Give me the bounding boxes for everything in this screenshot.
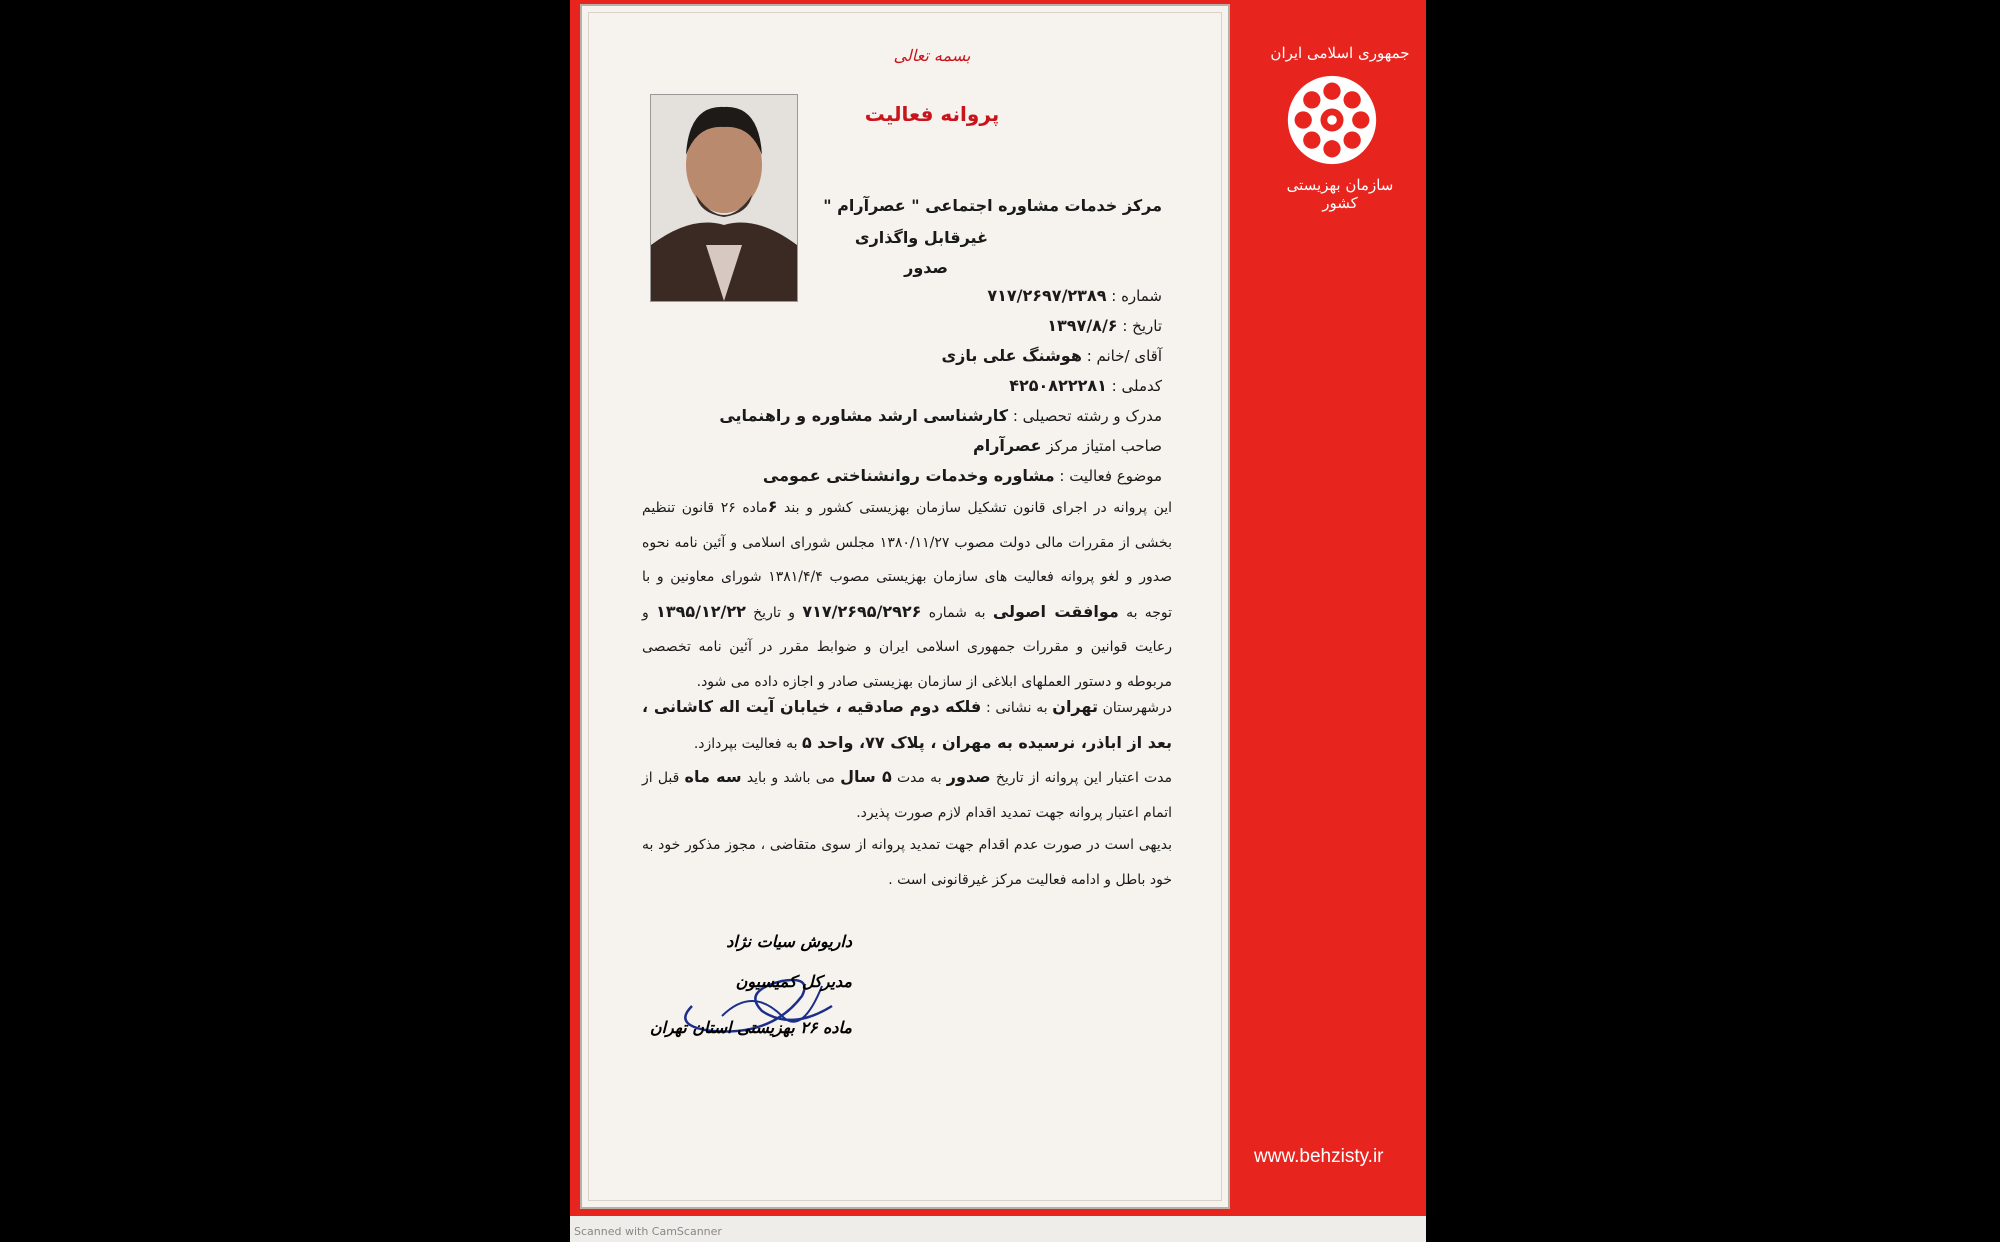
address-paragraph xyxy=(642,690,1172,761)
p3-text-g: قبل از اتمام اعتبار پروانه جهت تمدید اقدام لازم صورت پذیرد. xyxy=(642,770,1172,821)
number-row xyxy=(987,286,1162,305)
brand-top-text: جمهوری اسلامی ایران xyxy=(1270,44,1410,62)
p1-approval-number: ۷۱۷/۲۶۹۵/۲۹۲۶ xyxy=(802,601,922,621)
center-name: مرکز خدمات مشاوره اجتماعی " عصرآرام " xyxy=(823,196,1162,215)
signature-block xyxy=(649,926,912,1056)
owner-value: عصرآرام xyxy=(973,436,1042,455)
national-id-row xyxy=(1009,376,1162,395)
number-value: ۷۱۷/۲۶۹۷/۲۳۸۹ xyxy=(987,286,1107,305)
p2-text-a: درشهرستان xyxy=(1102,700,1173,716)
national-id-value: ۴۲۵۰۸۲۲۲۸۱ xyxy=(1009,376,1107,395)
degree-label: مدرک و رشته تحصیلی : xyxy=(1012,407,1162,425)
non-transferable: غیرقابل واگذاری xyxy=(854,228,988,247)
behzisti-logo-icon xyxy=(1284,72,1380,168)
owner-label: صاحب امتیاز مرکز xyxy=(1046,437,1162,455)
p3-text-a: مدت اعتبار این پروانه از تاریخ xyxy=(995,770,1173,786)
person-photo-icon xyxy=(651,95,797,301)
date-value: ۱۳۹۷/۸/۶ xyxy=(1047,316,1118,335)
activity-label: موضوع فعالیت : xyxy=(1059,467,1162,485)
activity-row xyxy=(763,466,1162,485)
invocation: بسمه تعالی xyxy=(893,46,971,65)
p1-text-c: ماده ۲۶ قانون تنظیم بخشی از مقررات مالی دولت مصوب ۱۳۸۰/۱۱/۲۷ مجلس شورای اسلامی و آئین نامه نحوه صدور و لغو پروانه فعالیت های سازمان بهزیستی مصوب ۱۳۸۱/۴/۴ شورای معاونین و با توجه به xyxy=(642,500,1173,621)
signer-title: مدیرکل کمیسیون xyxy=(735,972,852,991)
holder-photo xyxy=(650,94,798,302)
p1-text-a: این پروانه در اجرای قانون تشکیل سازمان بهزیستی کشور و بند xyxy=(784,500,1173,516)
signer-name: داریوش سیات نژاد xyxy=(726,932,852,951)
degree-value: کارشناسی ارشد مشاوره و راهنمایی xyxy=(719,406,1009,425)
renewal-period: سه ماه xyxy=(684,767,742,786)
p1-principle-approval: موافقت اصولی xyxy=(992,601,1119,621)
p1-text-g: و تاریخ xyxy=(753,604,796,621)
person-row xyxy=(941,346,1162,365)
brand-bottom-text: سازمان بهزیستی کشور xyxy=(1286,176,1394,212)
number-label: شماره : xyxy=(1111,287,1162,305)
p1-approval-date: ۱۳۹۵/۱۲/۲۲ xyxy=(656,601,746,621)
national-id-label: کدملی : xyxy=(1111,377,1162,395)
validity-duration: ۵ سال xyxy=(840,767,892,786)
scanner-watermark: Scanned with CamScanner xyxy=(574,1225,722,1238)
p1-text-e: به شماره xyxy=(928,604,986,621)
license-paragraph xyxy=(642,490,1172,699)
p2-text-c: به نشانی : xyxy=(985,700,1048,716)
scan-footer xyxy=(570,1216,1426,1242)
p3-issue-word: صدور xyxy=(946,767,991,786)
p1-text-i: و رعایت قوانین و مقررات جمهوری اسلامی ایران و ضوابط مقرر در آئین نامه تخصصی مربوطه و دستور العملهای ابلاغی از سازمان بهزیستی صادر و اجازه داده می شود. xyxy=(642,604,1172,690)
person-value: هوشنگ علی بازی xyxy=(941,346,1082,365)
certificate-sheet xyxy=(570,0,1426,1242)
person-label: آقای /خانم : xyxy=(1086,347,1162,365)
p2-text-e: به فعالیت بپردازد. xyxy=(693,735,798,752)
city-name: تهران xyxy=(1052,697,1098,716)
page-title: پروانه فعالیت xyxy=(864,102,1000,126)
p1-clause-number: ۶ xyxy=(767,497,778,516)
p3-text-c: به مدت xyxy=(896,770,942,786)
issue-label: صدور xyxy=(904,258,948,277)
validity-paragraph xyxy=(642,760,1172,830)
signer-office: ماده ۲۶ بهزیستی استان تهران xyxy=(649,1018,852,1037)
owner-row xyxy=(973,436,1162,455)
activity-value: مشاوره وخدمات روانشناختی عمومی xyxy=(762,466,1055,485)
date-row xyxy=(1047,316,1162,335)
website-link[interactable]: www.behzisty.ir xyxy=(1254,1146,1384,1167)
license-paper xyxy=(580,4,1230,1209)
warning-paragraph: بدیهی است در صورت عدم اقدام جهت تمدید پروانه از سوی متقاضی ، مجوز مذکور خود به خود باطل و ادامه فعالیت مرکز غیرقانونی است . xyxy=(642,837,1172,888)
date-label: تاریخ : xyxy=(1122,317,1162,335)
p3-text-e: می باشد و باید xyxy=(746,770,835,786)
address-value: فلکه دوم صادقیه ، خیابان آیت اله کاشانی ، بعد از اباذر، نرسیده به مهران ، پلاک ۷۷، واحد ۵ xyxy=(642,697,1172,752)
degree-row xyxy=(719,406,1162,425)
